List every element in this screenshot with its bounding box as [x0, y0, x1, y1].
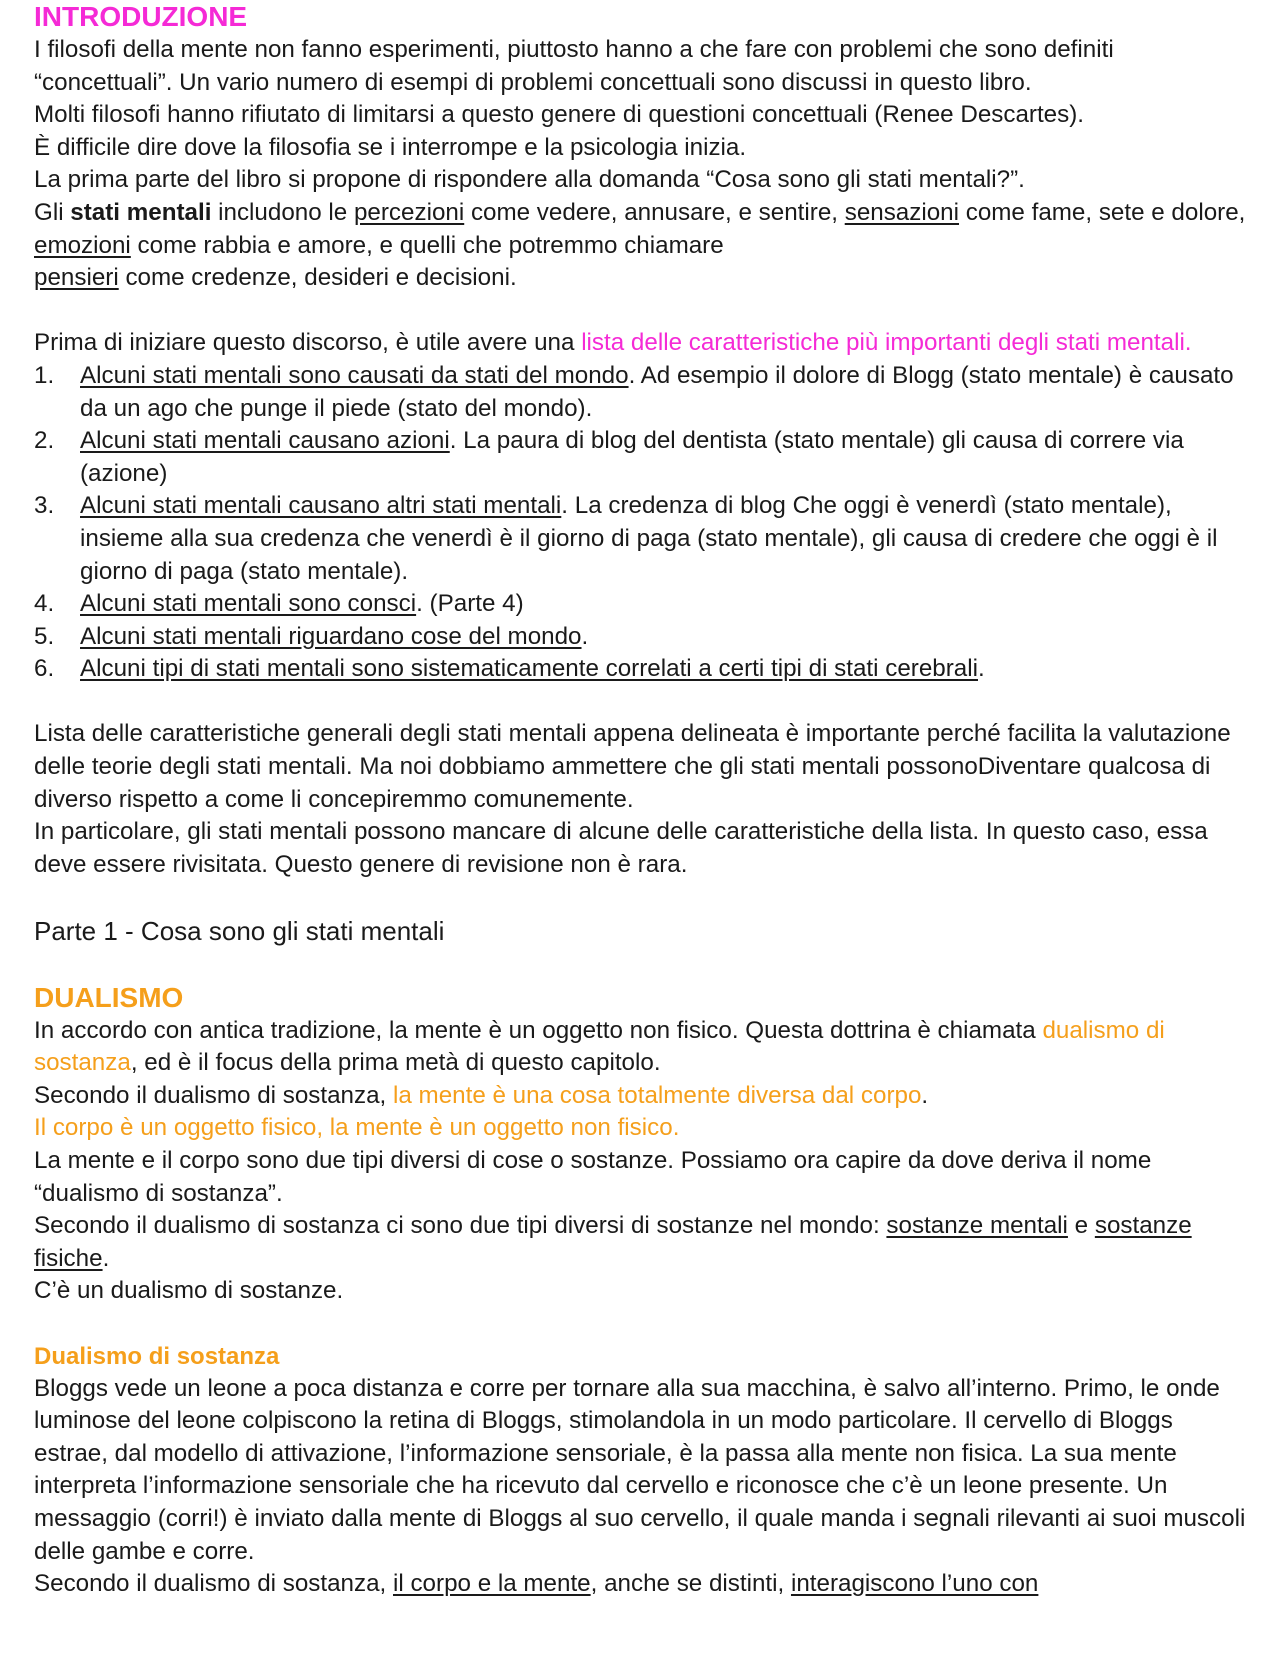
list-item-underlined: Alcuni stati mentali causano azioni [80, 427, 450, 455]
dualismo-sostanza-paragraph-1: Bloggs vede un leone a poca distanza e corre per tornare alla sua macchina, è salvo all’interno. Primo, le onde luminose del leone colpiscono la retina di Bloggs, stimolandola in un modo particolare. Il cervello di Bloggs estrae, dal modello di attivazione, l’informazione sensoriale, è la passa alla mente non fisica. La sua mente interpreta l’informazione sensoriale che ha ricevuto dal cervello e riconosce che c’è un leone presente. Un messaggio (corri!) è inviato dalla mente di Bloggs al suo cervello, il quale manda i segnali rilevanti ai suoi muscoli delle gambe e corre. [34, 1374, 1246, 1565]
text: Prima di iniziare questo discorso, è utile avere una [34, 329, 582, 357]
list-item-underlined: Alcuni stati mentali sono consci [80, 590, 417, 618]
intro-heading: INTRODUZIONE [34, 1, 248, 32]
text: Secondo il dualismo di sostanza ci sono due tipi diversi di sostanze nel mondo: [34, 1212, 887, 1240]
underlined-term: interagiscono l’uno con [790, 1570, 1039, 1598]
underlined-term: sostanze fisiche [34, 1212, 1192, 1272]
list-item-underlined: Alcuni stati mentali riguardano cose del mondo [80, 622, 582, 650]
intro-paragraph-5 [34, 197, 1250, 295]
intro-paragraph-2: Molti filosofi hanno rifiutato di limitarsi a questo genere di questioni concettuali (Renee Descartes). [34, 101, 1085, 129]
list-item-text: . Ad esempio il dolore di Blogg (stato mentale) è causato da un ago che punge il piede (stato del mondo). [80, 361, 1234, 422]
dualismo-sostanza-section [34, 1373, 1250, 1601]
dualismo-sostanza-heading: Dualismo di sostanza [34, 1342, 280, 1370]
dualismo-paragraph-5 [34, 1210, 1250, 1275]
list-item-text: . [978, 655, 985, 683]
highlight-orange: la mente è una cosa totalmente diversa dal corpo [393, 1081, 922, 1109]
underlined-term-percezioni: percezioni [353, 198, 465, 226]
dualismo-paragraph-3: Il corpo è un oggetto fisico, la mente è un oggetto non fisico. [34, 1114, 680, 1142]
list-number: 4. [34, 590, 55, 618]
dualismo-paragraph-2 [34, 1080, 1250, 1113]
underlined-term-sensazioni: sensazioni [844, 198, 960, 226]
after-list-paragraph-1: Lista delle caratteristiche generali degli stati mentali appena delineata è importante perché facilita la valutazione delle teorie degli stati mentali. Ma noi dobbiamo ammettere che gli stati mentali possonoDiventare qualcosa di diverso rispetto a come li concepiremmo comunemente. [34, 720, 1231, 813]
text: come credenze, desideri e decisioni. [118, 264, 517, 292]
underlined-term-emozioni: emozioni [34, 231, 131, 259]
after-list-paragraph-2: In particolare, gli stati mentali possono mancare di alcune delle caratteristiche della lista. In questo caso, essa deve essere rivisitata. Questo genere di revisione non è rara. [34, 818, 1208, 878]
dualismo-paragraph-6: C’è un dualismo di sostanze. [34, 1277, 344, 1305]
list-item-underlined: Alcuni tipi di stati mentali sono sistematicamente correlati a certi tipi di stati cerebrali [80, 655, 978, 683]
intro-paragraph-1: I filosofi della mente non fanno esperimenti, piuttosto hanno a che fare con problemi che sono definiti “concettuali”. Un vario numero di esempi di problemi concettuali sono discussi in questo libro. [34, 36, 1114, 96]
list-item-text: . [581, 622, 589, 650]
text: Secondo il dualismo di sostanza, [34, 1570, 393, 1598]
intro-paragraph-4: La prima parte del libro si propone di rispondere alla domanda “Cosa sono gli stati mentali?”. [34, 166, 1025, 194]
dualismo-paragraph-4: La mente e il corpo sono due tipi diversi di cose o sostanze. Possiamo ora capire da dove deriva il nome “dualismo di sostanza”. [34, 1147, 1152, 1207]
list-number: 3. [34, 492, 55, 520]
list-number: 6. [34, 655, 55, 683]
list-item [34, 360, 1250, 425]
highlight-orange: dualismo di sostanza [34, 1016, 1165, 1077]
text: come vedere, annusare, e sentire, [464, 198, 845, 226]
dualismo-heading: DUALISMO [34, 981, 184, 1013]
text: , anche se distinti, [590, 1570, 791, 1598]
list-item [34, 653, 1250, 686]
underlined-term-pensieri: pensieri [34, 264, 119, 292]
dualismo-section [34, 1015, 1250, 1308]
text: Gli [34, 198, 71, 226]
underlined-term: il corpo e la mente [393, 1570, 591, 1598]
list-item [34, 425, 1250, 490]
text: includono le [211, 198, 354, 226]
list-item [34, 490, 1250, 588]
text: come fame, sete e dolore, [959, 198, 1246, 226]
text: e [1067, 1212, 1095, 1240]
list-number: 1. [34, 361, 55, 389]
list-number: 5. [34, 622, 55, 650]
features-list [34, 360, 1250, 686]
bold-term-stati-mentali: stati mentali [70, 198, 212, 226]
dualismo-paragraph-1 [34, 1015, 1250, 1080]
list-number: 2. [34, 427, 55, 455]
list-item-text: . (Parte 4) [416, 590, 524, 618]
text: . [921, 1081, 929, 1109]
intro-paragraph-3: È difficile dire dove la filosofia se i interrompe e la psicologia inizia. [34, 133, 747, 161]
list-item [34, 588, 1250, 621]
underlined-term: sostanze mentali [886, 1212, 1068, 1240]
list-item-underlined: Alcuni stati mentali causano altri stati mentali [80, 492, 562, 520]
dualismo-sostanza-paragraph-2 [34, 1568, 1250, 1601]
list-item-underlined: Alcuni stati mentali sono causati da stati del mondo [80, 361, 629, 389]
intro-paragraph-6 [34, 327, 1250, 360]
text: In accordo con antica tradizione, la mente è un oggetto non fisico. Questa dottrina è chiamata [34, 1016, 1043, 1044]
text: come rabbia e amore, e quelli che potremmo chiamare [130, 231, 724, 259]
text: , ed è il focus della prima metà di questo capitolo. [130, 1049, 661, 1077]
part-1-title: Parte 1 - Cosa sono gli stati mentali [34, 916, 445, 947]
highlight-pink: lista delle caratteristiche più importanti degli stati mentali. [581, 329, 1192, 357]
text: Secondo il dualismo di sostanza, [34, 1081, 393, 1109]
text: . [102, 1244, 110, 1272]
list-item [34, 621, 1250, 654]
list-item-text: . La paura di blog del dentista (stato mentale) gli causa di correre via (azione) [80, 427, 1184, 487]
list-item-text: . La credenza di blog Che oggi è venerdì (stato mentale), insieme alla sua credenza che venerdì è il giorno di paga (stato mentale), gli causa di credere che oggi è il giorno di paga (stato mentale). [80, 492, 1218, 585]
intro-section [34, 34, 1250, 360]
